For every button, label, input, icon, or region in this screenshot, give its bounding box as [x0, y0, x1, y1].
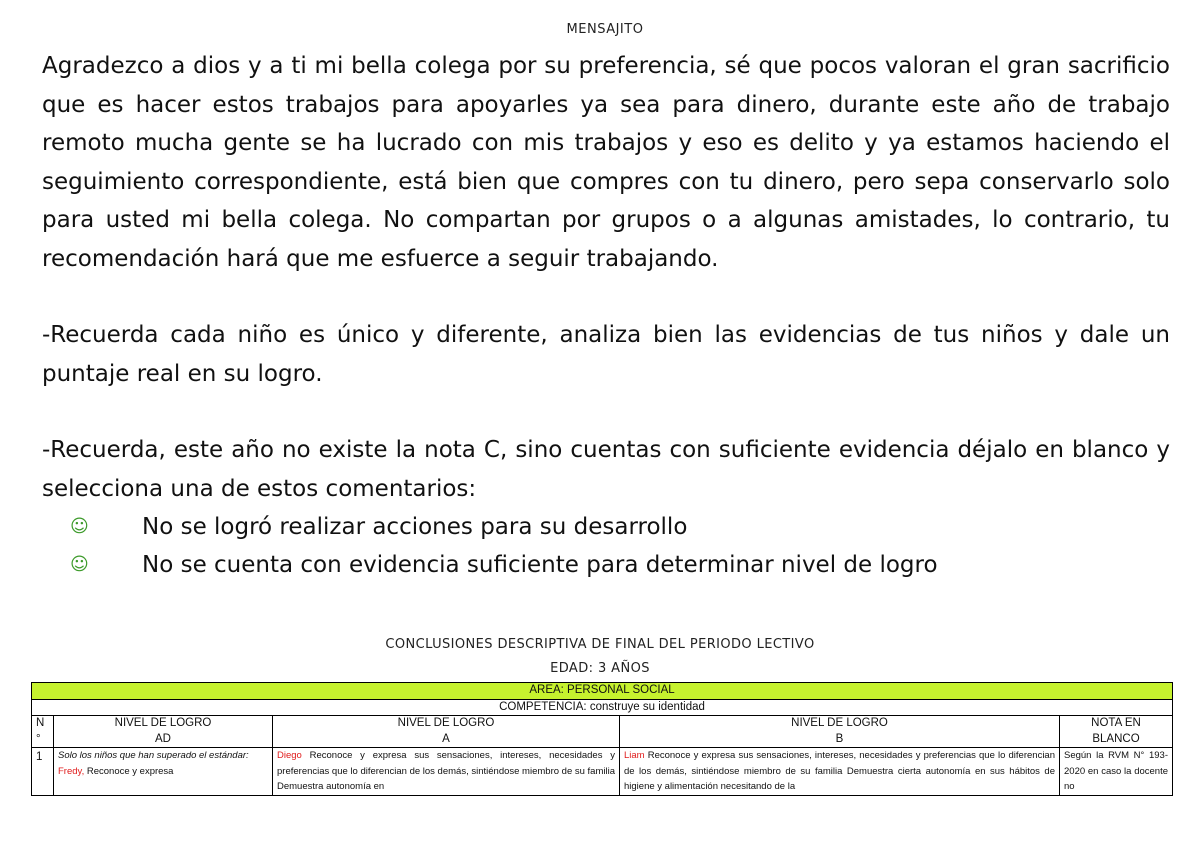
header-row	[32, 716, 1173, 748]
header-level-line1: NIVEL DE LOGRO	[791, 717, 888, 729]
cell-level-a	[273, 748, 620, 796]
row-number: 1	[32, 748, 54, 796]
cell-blank: Según la RVM N° 193-2020 en caso la docente no	[1060, 748, 1173, 796]
table-row	[32, 748, 1173, 796]
header-number-line2: °	[36, 732, 41, 745]
list-item	[42, 508, 938, 546]
smiley-icon: ☺	[70, 554, 89, 575]
header-level-line1: NIVEL DE LOGRO	[114, 717, 212, 729]
paragraph-reminder-unique	[42, 316, 1170, 393]
cell-level-ad	[54, 748, 273, 796]
age-label: EDAD: 3 AÑOS	[550, 661, 650, 676]
header-number-line1: N	[36, 717, 45, 729]
paragraph-text: -Recuerda, este año no existe la nota C, sino cuentas con suficiente evidencia déjalo en blanco y selecciona una de estos comentarios:	[42, 437, 1170, 502]
cell-text: Reconoce y expresa sus sensaciones, intereses, necesidades y preferencias que lo diferencian de los demás, sintiéndose miembro de su familia Demuestra autonomía en	[277, 750, 615, 792]
cell-text: Reconoce y expresa	[84, 765, 174, 777]
header-level-a	[273, 716, 620, 748]
area-label: AREA: PERSONAL SOCIAL	[32, 683, 1173, 700]
standard-note: Solo los niños que han superado el estándar:	[58, 750, 249, 761]
header-number	[32, 716, 54, 748]
header-level-line2: AD	[155, 732, 171, 745]
paragraph-gratitude	[42, 47, 1170, 278]
header-level-line1: NIVEL DE LOGRO	[397, 717, 495, 729]
document-title: MENSAJITO	[566, 22, 644, 37]
competencia-label: COMPETENCIA:	[499, 700, 587, 713]
paragraph-text: Agradezco a dios y a ti mi bella colega por su preferencia, sé que pocos valoran el gran sacrificio que es hacer estos trabajos para apoyarles ya sea para dinero, durante este año de trabajo remoto mucha gente se ha lucrado con mis trabajos y eso es delito y ya estamos haciendo el seguimiento correspondiente, está bien que compres con tu dinero, pero sepa conservarlo solo para usted mi bella colega. No compartan por grupos o a algunas amistades, lo contrario, tu recomendación hará que me esfuerce a seguir trabajando.	[42, 53, 1170, 272]
header-level-line2: A	[442, 732, 450, 745]
comment-options-list	[42, 508, 938, 584]
comment-text: No se cuenta con evidencia suficiente para determinar nivel de logro	[142, 552, 938, 578]
header-level-b	[620, 716, 1060, 748]
header-level-line2: B	[835, 732, 844, 745]
competencia-value: construye su identidad	[586, 700, 705, 713]
student-name: Diego	[277, 750, 302, 761]
conclusions-title: CONCLUSIONES DESCRIPTIVA DE FINAL DEL PERIODO LECTIVO	[385, 637, 815, 652]
competencia-row	[32, 699, 1173, 716]
header-level-ad	[54, 716, 273, 748]
header-blank-line2: BLANCO	[1092, 732, 1140, 745]
area-row	[32, 683, 1173, 700]
header-blank-line1: NOTA EN	[1091, 717, 1141, 729]
student-name: Fredy,	[58, 765, 85, 777]
cell-level-b	[620, 748, 1060, 796]
student-name: Liam	[624, 750, 645, 761]
competencia-cell	[32, 699, 1173, 716]
comment-text: No se logró realizar acciones para su desarrollo	[142, 514, 688, 540]
header-blank	[1060, 716, 1173, 748]
paragraph-text: -Recuerda cada niño es único y diferente, analiza bien las evidencias de tus niños y dale un puntaje real en su logro.	[42, 322, 1170, 387]
conclusions-table	[31, 682, 1173, 796]
cell-text: Reconoce y expresa sus sensaciones, intereses, necesidades y preferencias que lo diferencian de los demás, sintiéndose miembro de su familia Demuestra cierta autonomía en sus hábitos de higiene y alimentación necesitando de la	[624, 750, 1055, 792]
paragraph-reminder-grade-c	[42, 431, 1170, 508]
list-item	[42, 546, 938, 584]
smiley-icon: ☺	[70, 516, 89, 537]
